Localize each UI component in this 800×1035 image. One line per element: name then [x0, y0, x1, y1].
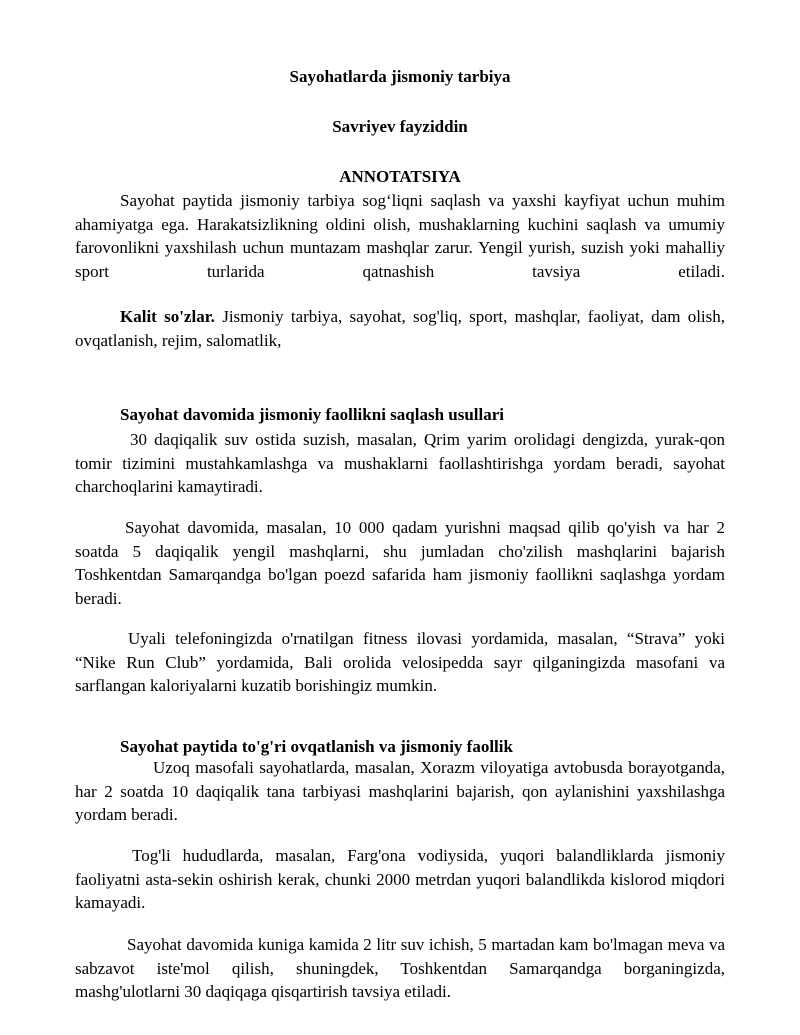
abstract-paragraph: Sayohat paytida jismoniy tarbiya sog‘liqni saqlash va yaxshi kayfiyat uchun muhim ahamiyatga ega. Harakatsizlikning oldini olish, mushaklarning kuchini saqlash va umumiy farovonlikni yaxshilash uchun muntazam mashqlar zarur. Yengil yurish, suzish yoki mahalliy sport turlarida qatnashish tavsiya etiladi.: [75, 191, 725, 281]
author-name: Savriyev fayziddin: [332, 117, 468, 136]
section-heading-activity: Sayohat davomida jismoniy faollikni saqlash usullari: [120, 405, 505, 424]
section-heading-nutrition: Sayohat paytida to'g'ri ovqatlanish va jismoniy faollik: [120, 737, 513, 756]
section1-paragraph-3: Uyali telefoningizda o'rnatilgan fitness ilovasi yordamida, masalan, “Strava” yoki “Nike Run Club” yordamida, Bali orolida velosipedda sayr qilganingizda masofani va sarflangan kaloriyalarni kuzatib borishingiz mumkin.: [75, 629, 725, 695]
keywords-label: Kalit so'zlar.: [120, 307, 215, 326]
keywords-paragraph: [75, 305, 725, 352]
section2-paragraph-1: Uzoq masofali sayohatlarda, masalan, Xorazm viloyatiga avtobusda borayotganda, har 2 soatda 10 daqiqalik tana tarbiyasi mashqlarini bajarish, qon aylanishini yaxshilashga yordam beradi.: [75, 758, 725, 824]
document-title: Sayohatlarda jismoniy tarbiya: [289, 67, 511, 86]
abstract-heading: ANNOTATSIYA: [339, 167, 461, 186]
section2-paragraph-3: Sayohat davomida kuniga kamida 2 litr suv ichish, 5 martadan kam bo'lmagan meva va sabzavot iste'mol qilish, shuningdek, Toshkentdan Samarqandga borganingizda, mashg'ulotlarni 30 daqiqaga qisqartirish tavsiya etiladi.: [75, 935, 725, 1001]
section1-paragraph-1: 30 daqiqalik suv ostida suzish, masalan, Qrim yarim orolidagi dengizda, yurak-qon tomir tizimini mustahkamlashga va mushaklarni faollashtirishga yordam beradi, sayohat charchoqlarini kamaytiradi.: [75, 430, 725, 496]
keywords-text: Jismoniy tarbiya, sayohat, sog'liq, sport, mashqlar, faoliyat, dam olish, ovqatlanish, rejim, salomatlik,: [75, 307, 726, 350]
section1-paragraph-2: Sayohat davomida, masalan, 10 000 qadam yurishni maqsad qilib qo'yish va har 2 soatda 5 daqiqalik yengil mashqlarni, shu jumladan cho'zilish mashqlarini bajarish Toshkentdan Samarqandga bo'lgan poezd safarida ham jismoniy faollikni saqlashga yordam beradi.: [75, 518, 725, 608]
section2-paragraph-2: Tog'li hududlarda, masalan, Farg'ona vodiysida, yuqori balandliklarda jismoniy faoliyatni asta-sekin oshirish kerak, chunki 2000 metrdan yuqori balandlikda kislorod miqdori kamayadi.: [75, 846, 725, 912]
